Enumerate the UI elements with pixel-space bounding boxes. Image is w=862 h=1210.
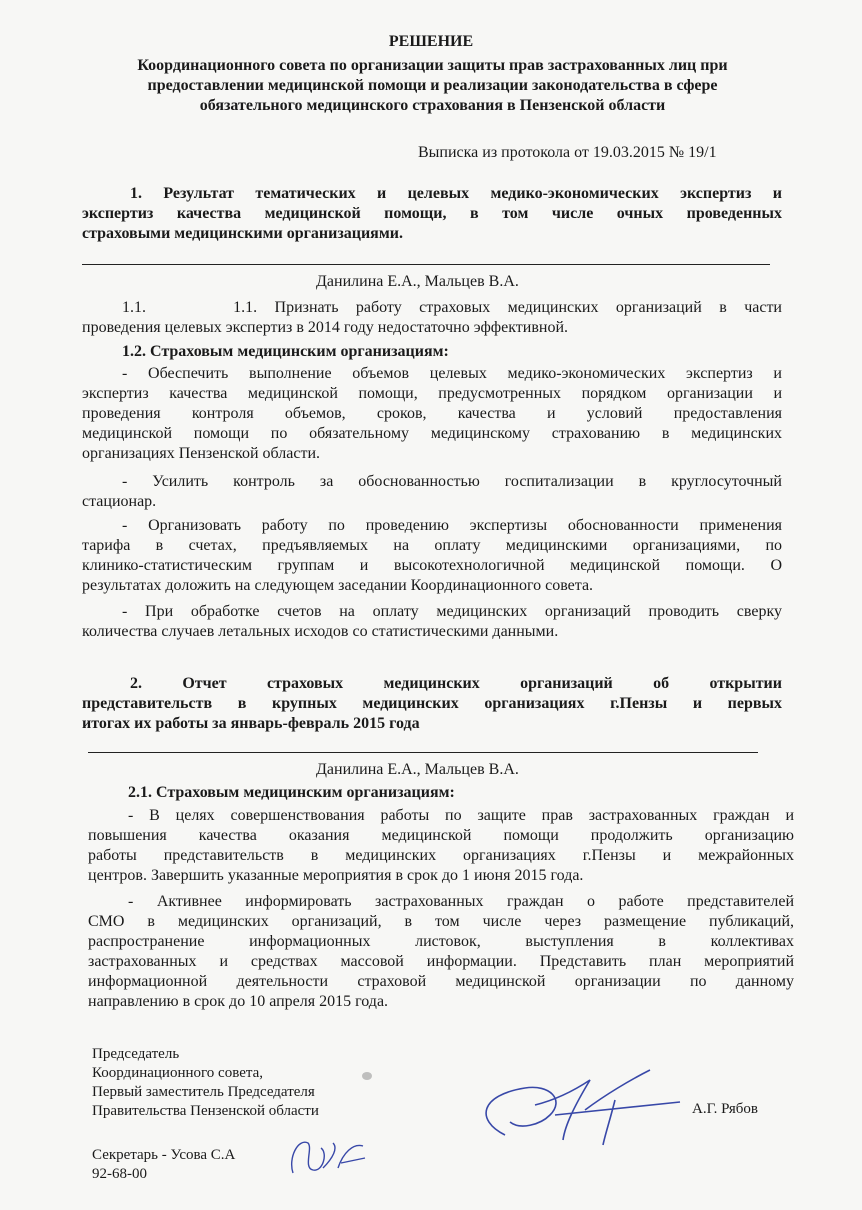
secretary-signature xyxy=(283,1128,373,1188)
chair-name: А.Г. Рябов xyxy=(692,1101,758,1117)
subtitle-line: Координационного совета по организации защиты прав застрахованных лиц при xyxy=(137,57,728,74)
heading-line: 2. Отчет страховых медицинских организаций об открытии xyxy=(130,675,782,692)
secretary-phone: 92-68-00 xyxy=(92,1166,147,1182)
bullet-1-2-2 xyxy=(82,472,782,512)
subtitle-line: обязательного медицинского страхования в Пензенской области xyxy=(199,97,666,114)
heading-line: представительств в крупных медицинских организациях г.Пензы и первых xyxy=(82,695,782,712)
bullet-1-2-1 xyxy=(82,364,782,464)
paragraph-line: проведения целевых экспертиз в 2014 году недостаточно эффективной. xyxy=(82,319,569,336)
paragraph-line: повышения качества оказания медицинской помощи продолжить организацию xyxy=(88,827,794,844)
paragraph-line: тарифа в счетах, предъявляемых на оплату медицинскими организациями, по xyxy=(82,537,782,554)
paragraph-line: проведения контроля объемов, сроков, качества и условий предоставления xyxy=(82,405,782,422)
chair-line: Первый заместитель Председателя xyxy=(92,1084,315,1100)
section-1-2-heading: 1.2. Страховым медицинским организациям: xyxy=(122,343,449,360)
chair-block xyxy=(92,1045,319,1121)
chair-line: Правительства Пензенской области xyxy=(92,1103,319,1119)
paragraph-line: застрахованных и средствах массовой информации. Представить план мероприятий xyxy=(88,953,794,970)
paragraph-line: количества случаев летальных исходов со статистическими данными. xyxy=(82,623,559,640)
secretary-block xyxy=(92,1146,235,1184)
paragraph-line: работы представительств в медицинских организациях г.Пензы и межрайонных xyxy=(88,847,794,864)
heading-line: итогах их работы за январь-февраль 2015 года xyxy=(82,715,420,732)
section-1-heading xyxy=(82,184,782,244)
paragraph-line: - Организовать работу по проведению экспертизы обоснованности применения xyxy=(122,517,782,534)
paragraph-line: 1.1. 1.1. Признать работу страховых медицинских организаций в части xyxy=(122,299,782,316)
divider-line xyxy=(82,264,770,265)
paragraph-line: - Активнее информировать застрахованных граждан о работе представителей xyxy=(128,893,794,910)
paragraph-line: центров. Завершить указанные мероприятия в срок до 1 июня 2015 года. xyxy=(88,867,584,884)
bullet-1-2-4 xyxy=(82,602,782,642)
bullet-2-1-1 xyxy=(88,806,794,886)
chair-line: Координационного совета, xyxy=(92,1065,263,1081)
paragraph-line: - При обработке счетов на оплату медицинских организаций проводить сверку xyxy=(122,603,782,620)
paragraph-line: направлению в срок до 10 апреля 2015 года. xyxy=(88,993,389,1010)
heading-line: страховыми медицинскими организациями. xyxy=(82,225,403,242)
paragraph-line: - Обеспечить выполнение объемов целевых медико-экономических экспертиз и xyxy=(122,365,782,382)
section-2-speakers: Данилина Е.А., Мальцев В.А. xyxy=(316,761,519,778)
paragraph-line: - Усилить контроль за обоснованностью госпитализации в круглосуточный xyxy=(122,473,782,490)
heading-line: экспертиз качества медицинской помощи, в том числе очных проведенных xyxy=(82,205,782,222)
chair-line: Председатель xyxy=(92,1046,180,1062)
bullet-2-1-2 xyxy=(88,892,794,1012)
doc-subtitle xyxy=(60,56,805,116)
paragraph-line: медицинской помощи по обязательному медицинскому страхованию в медицинских xyxy=(82,425,782,442)
paragraph-line: СМО в медицинских организаций, в том числе через размещение публикаций, xyxy=(88,913,794,930)
chair-signature xyxy=(465,1060,695,1170)
doc-title: РЕШЕНИЕ xyxy=(388,33,474,50)
protocol-extract: Выписка из протокола от 19.03.2015 № 19/1 xyxy=(418,144,717,161)
paragraph-line: информационной деятельности страховой медицинской организации по данному xyxy=(88,973,794,990)
subtitle-line: предоставлении медицинской помощи и реализации законодательства в сфере xyxy=(147,77,718,94)
paragraph-line: организациях Пензенской области. xyxy=(82,445,321,462)
paragraph-line: экспертиз качества медицинской помощи, предусмотренных порядком организации и xyxy=(82,385,782,402)
paragraph-line: распространение информационных листовок, выступления в коллективах xyxy=(88,933,794,950)
section-2-1-heading: 2.1. Страховым медицинским организациям: xyxy=(128,784,455,801)
paragraph-1-1 xyxy=(82,298,782,338)
paragraph-line: клинико-статистическим группам и высокотехнологичной медицинской помощи. О xyxy=(82,557,782,574)
divider-line xyxy=(88,752,758,753)
paragraph-line: - В целях совершенствования работы по защите прав застрахованных граждан и xyxy=(128,807,794,824)
bullet-1-2-3 xyxy=(82,516,782,596)
paragraph-line: результатах доложить на следующем заседании Координационного совета. xyxy=(82,577,594,594)
paragraph-line: стационар. xyxy=(82,493,157,510)
section-1-speakers: Данилина Е.А., Мальцев В.А. xyxy=(316,273,519,290)
secretary-name: Секретарь - Усова С.А xyxy=(92,1147,236,1163)
heading-line: 1. Результат тематических и целевых медико-экономических экспертиз и xyxy=(130,185,782,202)
section-2-heading xyxy=(82,674,782,734)
ink-smudge xyxy=(362,1072,372,1080)
